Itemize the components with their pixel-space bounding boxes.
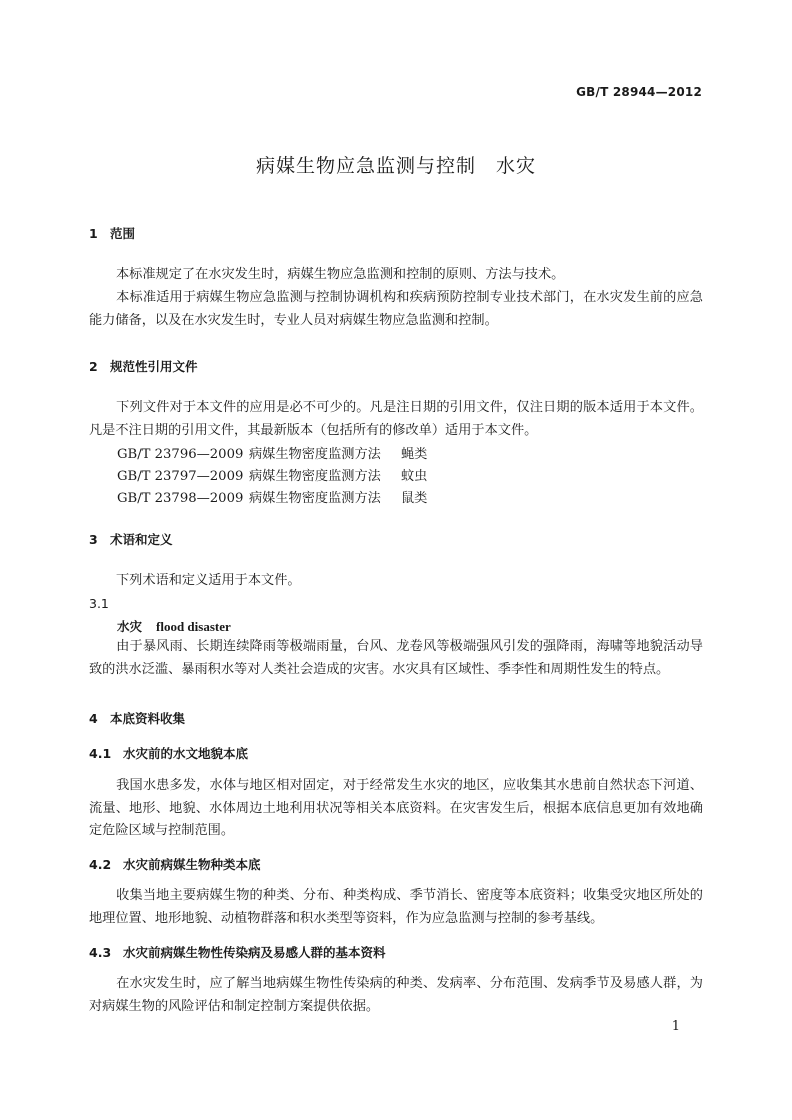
reference-code: GB/T 23797—2009 xyxy=(117,469,244,484)
clause-number: 3.1 xyxy=(89,596,109,611)
paragraph-text: 下列文件对于本文件的应用是必不可少的。凡是注日期的引用文件，仅注日期的版本适用于本文件。凡是不注日期的引用文件，其最新版本（包括所有的修改单）适用于本文件。 xyxy=(89,400,703,438)
reference-subject: 蝇类 xyxy=(401,447,428,462)
section-2-heading xyxy=(89,357,198,375)
subsection-title: 水灾前病媒生物性传染病及易感人群的基本资料 xyxy=(123,945,386,960)
term-chinese: 水灾 xyxy=(117,619,143,634)
definition xyxy=(89,636,703,681)
subsection-title: 水灾前的水文地貌本底 xyxy=(123,746,249,761)
paragraph xyxy=(89,570,703,593)
subsection-number: 4.3 xyxy=(89,945,112,960)
reference-name: 病媒生物密度监测方法 xyxy=(249,447,381,462)
section-title: 规范性引用文件 xyxy=(110,359,198,374)
term-entry xyxy=(117,617,231,635)
subsection-number: 4.2 xyxy=(89,857,112,872)
paragraph xyxy=(89,973,703,1018)
paragraph xyxy=(89,775,703,843)
paragraph-text: 在水灾发生时，应了解当地病媒生物性传染病的种类、发病率、分布范围、发病季节及易感人群，为对病媒生物的风险评估和制定控制方案提供依据。 xyxy=(89,976,703,1014)
section-1-heading xyxy=(89,224,135,242)
reference-code: GB/T 23798—2009 xyxy=(117,491,244,506)
reference-code: GB/T 23796—2009 xyxy=(117,447,244,462)
paragraph-text: 我国水患多发，水体与地区相对固定，对于经常发生水灾的地区，应收集其水患前自然状态下河道、流量、地形、地貌、水体周边土地利用状况等相关本底资料。在灾害发生后，根据本底信息更加有效地确定危险区域与控制范围。 xyxy=(89,778,703,838)
paragraph xyxy=(89,885,703,930)
section-number: 1 xyxy=(89,226,98,241)
reference-name: 病媒生物密度监测方法 xyxy=(249,491,381,506)
reference-item xyxy=(117,487,427,506)
paragraph-text: 收集当地主要病媒生物的种类、分布、种类构成、季节消长、密度等本底资料；收集受灾地区所处的地理位置、地形地貌、动植物群落和积水类型等资料，作为应急监测与控制的参考基线。 xyxy=(89,888,703,926)
reference-subject: 鼠类 xyxy=(401,491,428,506)
section-title: 术语和定义 xyxy=(110,532,173,547)
reference-name: 病媒生物密度监测方法 xyxy=(249,469,381,484)
reference-subject: 蚊虫 xyxy=(401,469,428,484)
paragraph-text: 本标准适用于病媒生物应急监测与控制协调机构和疾病预防控制专业技术部门，在水灾发生前的应急能力储备，以及在水灾发生时，专业人员对病媒生物应急监测和控制。 xyxy=(89,290,703,328)
subsection-4-2-heading xyxy=(89,855,261,873)
page-number: 1 xyxy=(671,1019,680,1034)
paragraph xyxy=(89,397,703,442)
section-title: 范围 xyxy=(110,226,136,241)
paragraph xyxy=(89,287,703,332)
section-3-heading xyxy=(89,530,173,548)
subsection-4-3-heading xyxy=(89,943,386,961)
section-number: 4 xyxy=(89,711,98,726)
definition-text: 由于暴风雨、长期连续降雨等极端雨量，台风、龙卷风等极端强风引发的强降雨，海啸等地貌活动导致的洪水泛滥、暴雨积水等对人类社会造成的灾害。水灾具有区域性、季李性和周期性发生的特点。 xyxy=(89,639,703,677)
section-title: 本底资料收集 xyxy=(110,711,186,726)
subsection-4-1-heading xyxy=(89,744,248,762)
standard-number: GB/T 28944—2012 xyxy=(576,85,702,99)
term-english: flood disaster xyxy=(156,619,231,634)
section-number: 3 xyxy=(89,532,98,547)
paragraph xyxy=(89,264,703,287)
subsection-number: 4.1 xyxy=(89,746,112,761)
section-number: 2 xyxy=(89,359,98,374)
reference-item xyxy=(117,465,427,484)
reference-item xyxy=(117,443,427,462)
section-4-heading xyxy=(89,709,185,727)
subsection-title: 水灾前病媒生物种类本底 xyxy=(123,857,261,872)
paragraph-text: 本标准规定了在水灾发生时，病媒生物应急监测和控制的原则、方法与技术。 xyxy=(116,267,565,282)
paragraph-text: 下列术语和定义适用于本文件。 xyxy=(116,573,301,588)
document-title: 病媒生物应急监测与控制 水灾 xyxy=(255,155,536,177)
